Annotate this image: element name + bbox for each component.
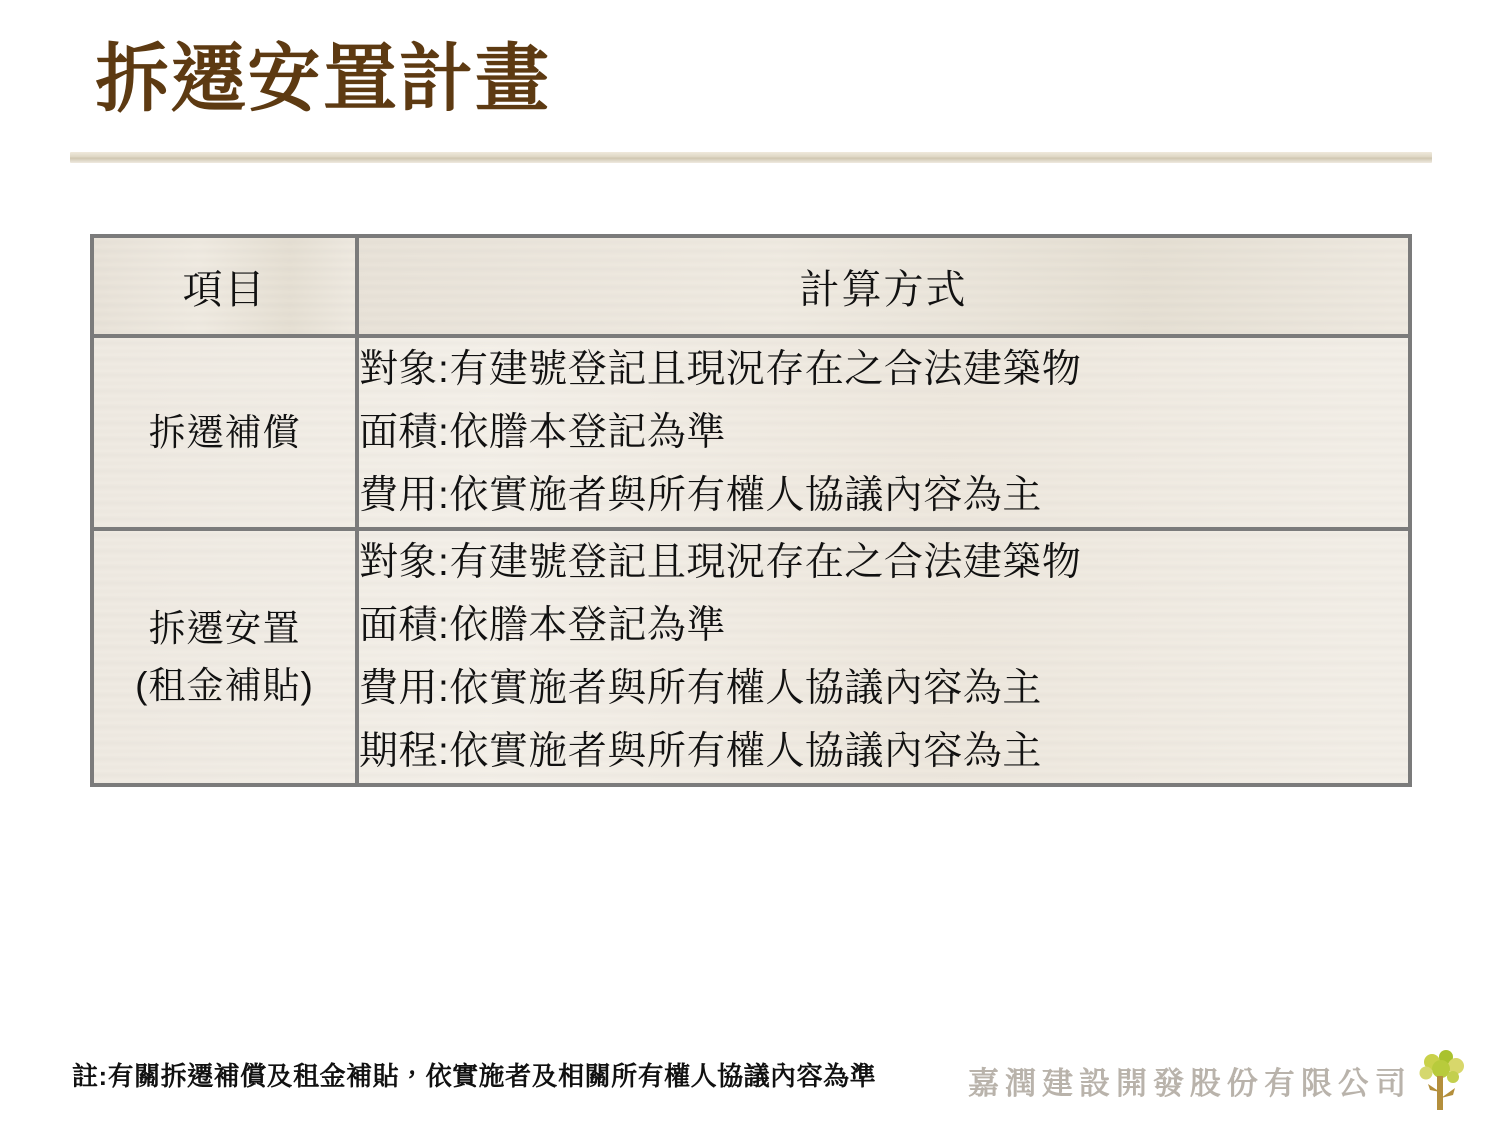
detail-line: 面積:依謄本登記為準 <box>359 604 726 647</box>
table-row <box>92 336 1410 529</box>
detail-line: 對象:有建號登記且現況存在之合法建築物 <box>359 348 1082 391</box>
row-details-compensation <box>357 336 1410 529</box>
row-item-compensation <box>92 336 357 529</box>
detail-line: 面積:依謄本登記為準 <box>359 411 726 454</box>
detail-line: 費用:依實施者與所有權人協議內容為主 <box>359 667 1042 710</box>
column-header-method: 計算方式 <box>357 236 1410 336</box>
plan-table-container <box>90 234 1412 787</box>
relocation-plan-table <box>90 234 1412 787</box>
page-title: 拆遷安置計畫 <box>95 37 551 120</box>
footnote: 註:有關拆遷補償及租金補貼，依實施者及相關所有權人協議內容為準 <box>72 1061 877 1091</box>
row-item-resettlement <box>92 529 357 785</box>
table-header-row <box>92 236 1410 336</box>
detail-line: 費用:依實施者與所有權人協議內容為主 <box>359 474 1042 517</box>
row-details-resettlement <box>357 529 1410 785</box>
detail-line: 對象:有建號登記且現況存在之合法建築物 <box>359 541 1082 584</box>
row-item-label: 拆遷安置 <box>148 607 301 649</box>
row-item-label: 拆遷補償 <box>148 411 301 453</box>
detail-line: 期程:依實施者與所有權人協議內容為主 <box>359 730 1042 773</box>
column-header-item: 項目 <box>92 236 357 336</box>
title-divider <box>70 152 1432 163</box>
row-item-sublabel: (租金補貼) <box>135 665 314 706</box>
company-name: 嘉潤建設開發股份有限公司 <box>968 1066 1412 1101</box>
table-row <box>92 529 1410 785</box>
tree-logo-icon <box>1412 1046 1470 1114</box>
